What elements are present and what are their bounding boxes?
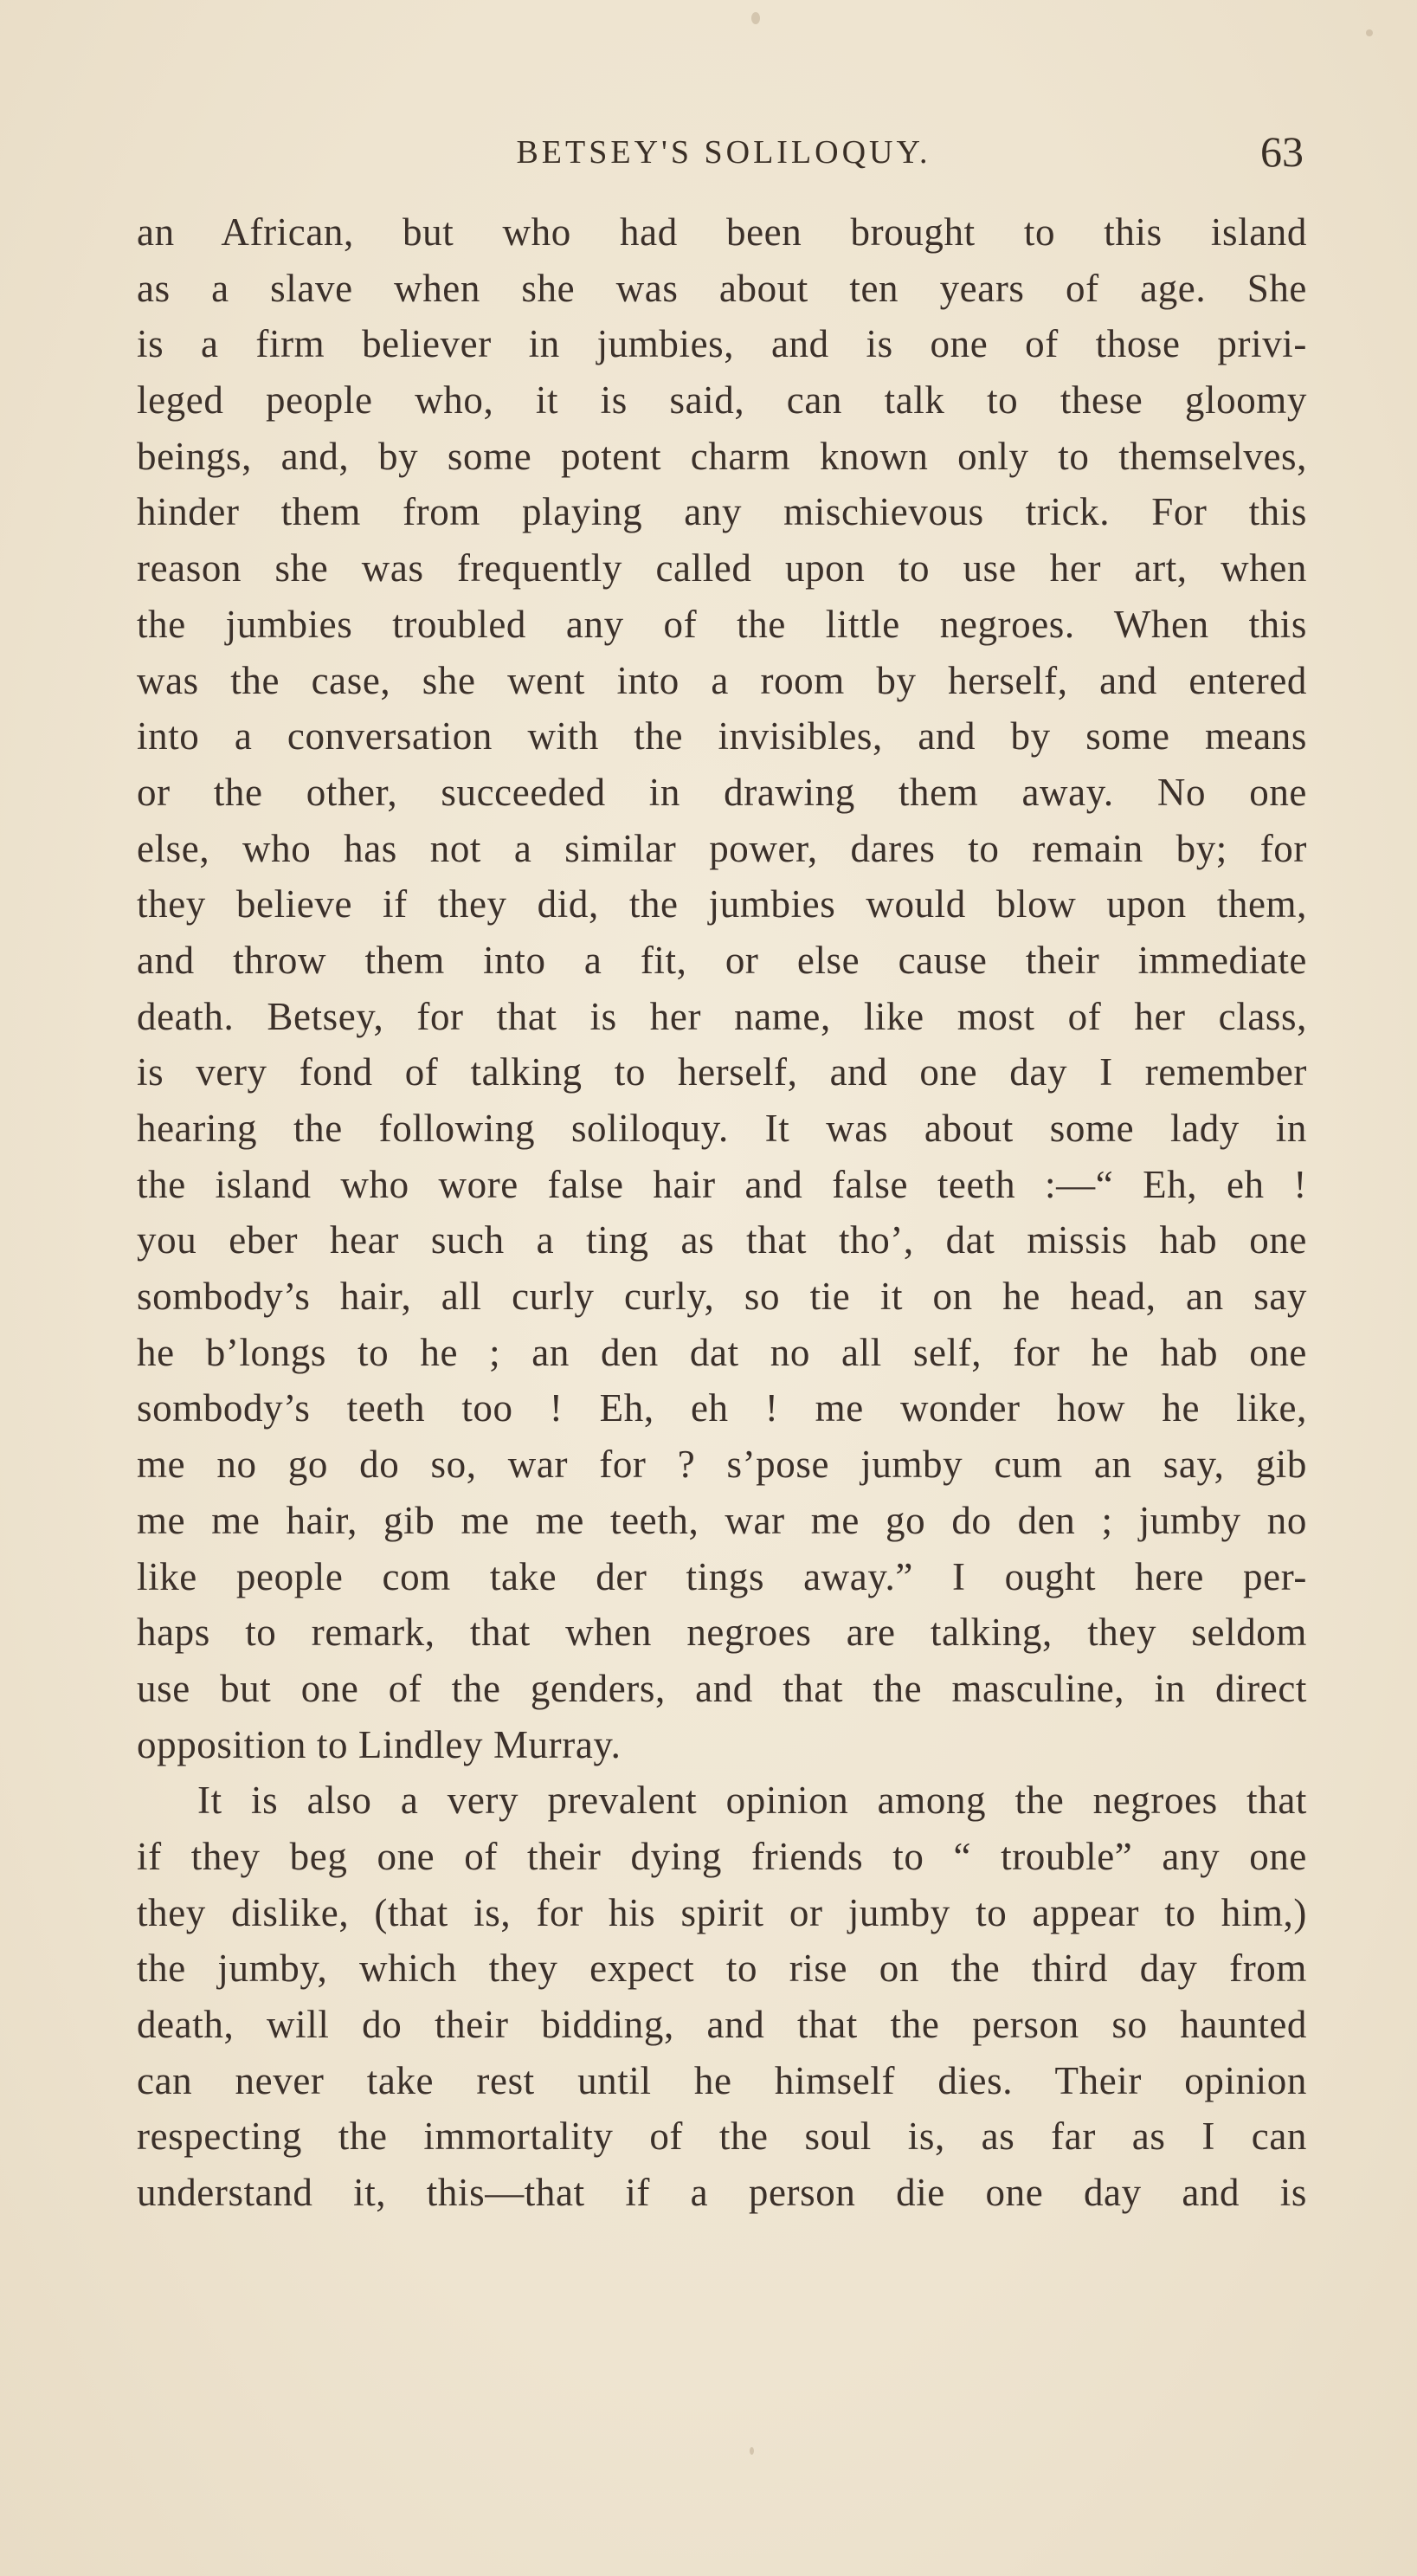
text-line: hearing the following soliloquy. It was about some lady in xyxy=(137,1107,1307,1150)
text-line: you eber hear such a ting as that tho’, dat missis hab one xyxy=(137,1218,1307,1262)
text-line: they believe if they did, the jumbies would blow upon them, xyxy=(137,882,1307,926)
text-line: reason she was frequently called upon to use her art, when xyxy=(137,546,1307,591)
text-line: or the other, succeeded in drawing them away. No one xyxy=(137,770,1307,814)
text-line: the jumbies troubled any of the little negroes. When this xyxy=(137,602,1307,646)
paper-speck xyxy=(1366,29,1373,36)
text-line: sombody’s teeth too ! Eh, eh ! me wonder how he like, xyxy=(137,1386,1307,1430)
paragraph-2 xyxy=(137,1772,1307,2221)
text-line: death, will do their bidding, and that the person so haunted xyxy=(137,2003,1307,2046)
text-line: opposition to Lindley Murray. xyxy=(137,1722,622,1766)
running-title: BETSEY'S SOLILOQUY. xyxy=(516,134,931,171)
text-line: else, who has not a similar power, dares to remain by; for xyxy=(137,826,1307,870)
text-line: the island who wore false hair and false teeth :—“ Eh, eh ! xyxy=(137,1162,1307,1206)
text-line: he b’longs to he ; an den dat no all self, for he hab one xyxy=(137,1330,1307,1374)
text-line: is a firm believer in jumbies, and is one of those privi- xyxy=(137,322,1307,366)
page-number: 63 xyxy=(1260,127,1304,176)
text-line: understand it, this—that if a person die one day and is xyxy=(137,2171,1307,2215)
text-line: death. Betsey, for that is her name, like most of her class, xyxy=(137,994,1307,1038)
text-line: an African, but who had been brought to this island xyxy=(137,210,1307,254)
text-line: use but one of the genders, and that the masculine, in direct xyxy=(137,1666,1307,1710)
text-line: as a slave when she was about ten years of age. She xyxy=(137,266,1307,310)
text-line: beings, and, by some potent charm known only to themselves, xyxy=(137,434,1307,478)
text-line: like people com take der tings away.” I ought here per- xyxy=(137,1554,1307,1598)
text-line: me no go do so, war for ? s’pose jumby cum an say, gib xyxy=(137,1443,1307,1487)
text-line: It is also a very prevalent opinion among the negroes that xyxy=(197,1779,1307,1823)
text-line: can never take rest until he himself dies. Their opinion xyxy=(137,2058,1307,2102)
paragraph-1 xyxy=(137,204,1307,1772)
text-line: was the case, she went into a room by herself, and entered xyxy=(137,658,1307,702)
text-line: is very fond of talking to herself, and one day I remember xyxy=(137,1050,1307,1094)
text-line: respecting the immortality of the soul is, as far as I can xyxy=(137,2114,1307,2159)
text-line: they dislike, (that is, for his spirit or jumby to appear to him,) xyxy=(137,1890,1307,1934)
paper-speck xyxy=(750,2447,754,2455)
paper-speck xyxy=(751,12,760,24)
text-line: the jumby, which they expect to rise on the third day from xyxy=(137,1947,1307,1991)
text-line: sombody’s hair, all curly curly, so tie it on he head, an say xyxy=(137,1275,1307,1319)
text-line: me me hair, gib me me teeth, war me go do den ; jumby no xyxy=(137,1498,1307,1542)
text-line: into a conversation with the invisibles, and by some means xyxy=(137,714,1307,759)
text-line: leged people who, it is said, can talk to these gloomy xyxy=(137,378,1307,423)
text-line: if they beg one of their dying friends to “ trouble” any one xyxy=(137,1834,1307,1878)
text-line: hinder them from playing any mischievous trick. For this xyxy=(137,490,1307,534)
running-head xyxy=(144,126,1304,178)
text-line: and throw them into a fit, or else cause their immediate xyxy=(137,938,1307,982)
text-line: haps to remark, that when negroes are talking, they seldom xyxy=(137,1611,1307,1655)
body-text xyxy=(137,204,1307,2221)
